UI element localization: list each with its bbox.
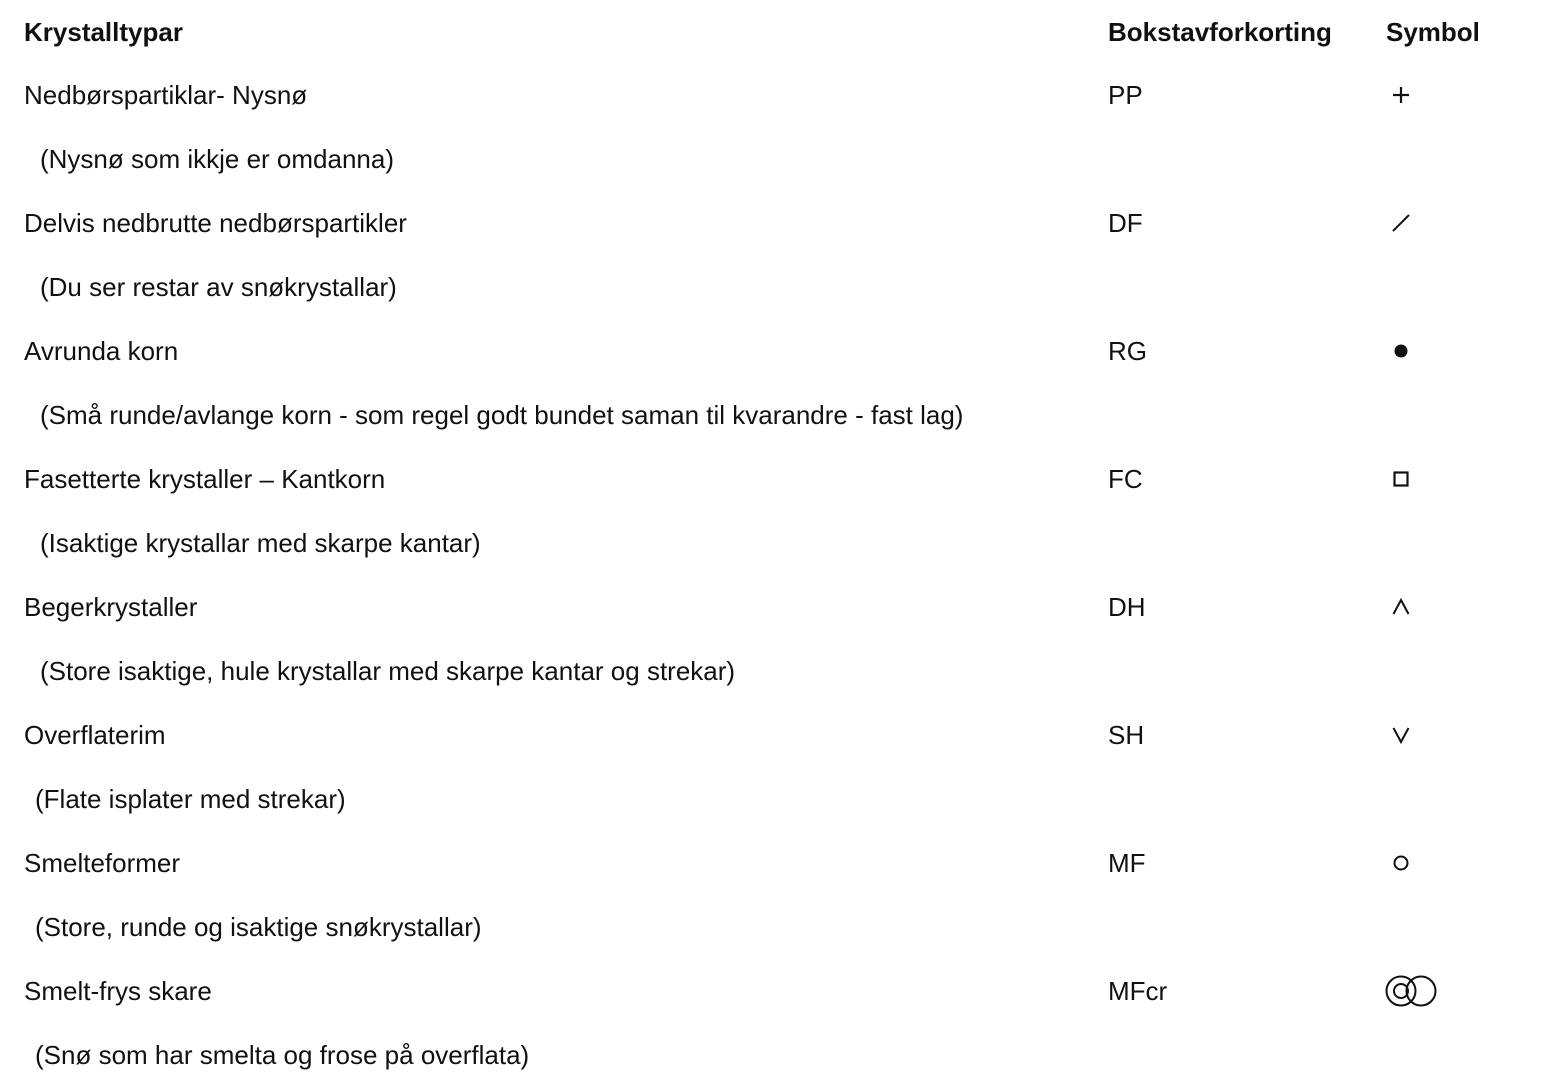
table-row xyxy=(0,703,1548,767)
table-row-description xyxy=(0,383,1548,447)
table-row xyxy=(0,831,1548,895)
plus-icon xyxy=(1391,63,1411,127)
crystal-name: Smelt-frys skare xyxy=(24,976,212,1006)
crystal-description: (Flate isplater med strekar) xyxy=(35,784,346,814)
crystal-description: (Nysnø som ikkje er omdanna) xyxy=(40,144,394,174)
open-circle-icon xyxy=(1391,831,1411,895)
table-row xyxy=(0,191,1548,255)
caret-down-icon xyxy=(1391,703,1411,767)
table-row-description xyxy=(0,639,1548,703)
table-row-description xyxy=(0,895,1548,959)
crystal-abbreviation: SH xyxy=(1108,720,1145,750)
crystal-name: Begerkrystaller xyxy=(24,592,198,622)
table-row xyxy=(0,63,1548,127)
crystal-abbreviation: FC xyxy=(1108,464,1143,494)
header-symbol: Symbol xyxy=(1386,17,1480,47)
caret-up-icon xyxy=(1391,575,1411,639)
crystal-name: Overflaterim xyxy=(24,720,166,750)
table-row xyxy=(0,959,1548,1023)
crystal-name: Smelteformer xyxy=(24,848,181,878)
crystal-abbreviation: MF xyxy=(1108,848,1146,878)
square-icon xyxy=(1391,447,1411,511)
crystal-name: Fasetterte krystaller – Kantkorn xyxy=(24,464,386,494)
crystal-abbreviation: DH xyxy=(1108,592,1146,622)
table-row xyxy=(0,319,1548,383)
crystal-description: (Store, runde og isaktige snøkrystallar) xyxy=(35,912,482,942)
crystal-abbreviation: RG xyxy=(1108,336,1147,366)
filled-circle-icon xyxy=(1391,319,1411,383)
crystal-description: (Store isaktige, hule krystallar med skarpe kantar og strekar) xyxy=(40,656,736,686)
crystal-abbreviation: DF xyxy=(1108,208,1143,238)
crystal-description: (Små runde/avlange korn - som regel godt bundet saman til kvarandre - fast lag) xyxy=(40,400,964,430)
crystal-name: Nedbørspartiklar- Nysnø xyxy=(24,80,308,110)
crystal-description: (Snø som har smelta og frose på overflata) xyxy=(35,1040,530,1070)
table-row-description xyxy=(0,1023,1548,1087)
crystal-description: (Isaktige krystallar med skarpe kantar) xyxy=(40,528,481,558)
crystal-name: Delvis nedbrutte nedbørspartikler xyxy=(24,208,407,238)
table-row xyxy=(0,447,1548,511)
table-row-description xyxy=(0,511,1548,575)
linked-circles-icon xyxy=(1384,959,1440,1023)
crystal-abbreviation: MFcr xyxy=(1108,976,1168,1006)
table-row xyxy=(0,575,1548,639)
slash-icon xyxy=(1391,191,1411,255)
crystal-name: Avrunda korn xyxy=(24,336,179,366)
crystal-description: (Du ser restar av snøkrystallar) xyxy=(40,272,397,302)
header-crystal-types: Krystalltypar xyxy=(24,17,183,47)
table-row-description xyxy=(0,767,1548,831)
header-abbreviation: Bokstavforkorting xyxy=(1108,17,1332,47)
table-row-description xyxy=(0,127,1548,191)
table-row-description xyxy=(0,255,1548,319)
crystal-abbreviation: PP xyxy=(1108,80,1143,110)
table-header xyxy=(0,0,1548,64)
